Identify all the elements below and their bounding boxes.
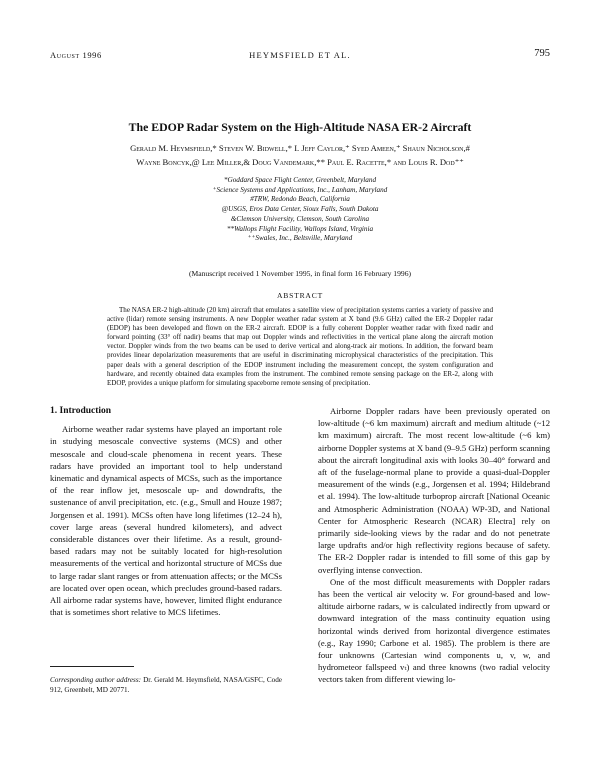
running-head-authors: HEYMSFIELD ET AL. — [249, 50, 351, 60]
affiliation-item: *Goddard Space Flight Center, Greenbelt, Maryland — [223, 176, 377, 184]
body-paragraph: Airborne weather radar systems have played an important role in studying mesoscale convective systems (MCS) and other mesoscale and cloud-scale phenomena in recent years. These radars have provided an important tool to help understand kinematic and dynamical aspects of MCSs, such as the importance of the rear inflow jet, mesoscale up- and downdrafts, the sustenance of anvil precipitation, etc. (e.g., Smull and Houze 1987; Jorgensen et al. 1991). MCSs often have long lifetimes (12–24 h), cover large areas (several hundred kilometers), and advect considerable distances over their lifetime. As a result, ground-based radars may not be suitably located for high-resolution measurements of the vertical and horizontal structure of MCSs due to large radar slant ranges or from attenuation affects; or the MCSs are located over open ocean, which precludes ground-based radars. All airborne radar systems have, however, limited flight endurance that is sometimes short relative to MCS lifetimes. — [50, 424, 282, 618]
body-paragraph: One of the most difficult measurements with Doppler radars has been the vertical air velocity w. For ground-based and low-altitude airborne radars, w is calculated indirectly from upward or downward integration of the mass continuity equation using horizontal winds derived from horizontal divergence estimates (e.g., Ray 1990; Carbone et al. 1985). The problem is there are four unknowns (Cartesian wind components u, v, w, and hydrometeor fallspeed vₜ) and three knowns (two radial velocity vectors taken from different viewing lo- — [318, 576, 550, 685]
running-head-date: August 1996 — [50, 50, 102, 60]
abstract-text: The NASA ER-2 high-altitude (20 km) aircraft that emulates a satellite view of precipitation systems carries a variety of passive and active (lidar) remote sensing instruments. A new Doppler weather radar system at X band (9.6 GHz) called the ER-2 Doppler radar (EDOP) has been developed and flown on the ER-2 aircraft. EDOP is a fully coherent Doppler weather radar with fixed nadir and forward pointing (33° off nadir) beams that map out Doppler winds and reflectivities in the vertical plane along the aircraft motion vector. Doppler winds from the two beams can be used to derive vertical and along-track air motions. In addition, the forward beam provides linear depolarization measurements that are useful in discriminating microphysical characteristics of the precipitation. This paper deals with a general description of the EDOP instrument including the measurement concept, the system configuration and hardware, and recently obtained data examples from the instrument. The combined remote sensing package on the ER-2, along with EDOP, provides a unique platform for simulating spaceborne remote sensing of precipitation. — [107, 306, 493, 387]
running-head — [50, 48, 550, 62]
affiliation-item: #TRW, Redondo Beach, California — [250, 195, 350, 204]
affiliation-item: ⁺Science Systems and Applications, Inc., Lanham, Maryland — [212, 185, 388, 194]
affiliation-item: @USGS, Eros Data Center, Sioux Falls, South Dakota — [221, 205, 379, 214]
affiliation-item: ⁺⁺Swales, Inc., Beltsville, Maryland — [247, 234, 353, 243]
page-number: 795 — [534, 48, 550, 59]
paper-title: The EDOP Radar System on the High-Altitude NASA ER-2 Aircraft — [128, 120, 472, 134]
affiliation-list — [100, 176, 500, 244]
author-line-2: Wayne Boncyk,@ Lee Miller,& Doug Vandemark,** Paul E. Racette,* and Louis R. Dod⁺⁺ — [136, 156, 464, 167]
affiliation-item: &Clemson University, Clemson, South Carolina — [230, 214, 370, 223]
footnote-rule — [50, 666, 134, 667]
abstract-heading: ABSTRACT — [276, 291, 324, 300]
section-heading: 1. Introduction — [50, 406, 112, 416]
author-line-1: Gerald M. Heymsfield,* Steven W. Bidwell,* I. Jeff Caylor,⁺ Syed Ameen,⁺ Shaun Nicholson,# — [130, 143, 470, 153]
footnote-text: Dr. Gerald M. Heymsfield, NASA/GSFC, Code 912, Greenbelt, MD 20771. — [50, 676, 282, 694]
corresponding-author-footnote — [50, 666, 282, 695]
affiliation-item: **Wallops Flight Facility, Wallops Island, Virginia — [226, 224, 374, 233]
left-column — [50, 405, 282, 618]
footnote-label: Corresponding author address: — [50, 676, 142, 684]
manuscript-received: (Manuscript received 1 November 1995, in final form 16 February 1996) — [188, 269, 412, 278]
body-paragraph: Airborne Doppler radars have been previously operated on low-altitude (~6 km maximum) aircraft and medium altitude (~12 km maximum) aircraft. The most recent low-altitude (~6 km) airborne Doppler systems at X band (9–9.5 GHz) perform scanning about the aircraft longitudinal axis with looks 30–40° forward and aft of the fuselage-normal plane to provide a quasi-dual-Doppler measurement of the winds (e.g., Jorgensen et al. 1994; Hildebrand et al. 1994). The low-altitude turboprop aircraft [National Oceanic and Atmospheric Administration (NOAA) WP-3D, and National Center for Atmospheric Research (NCAR) Electra] rely on primarily side-looking views by the radar and do not penetrate large updrafts and/or high reflectivity regions because of safety. The ER-2 Doppler radar is intended to fill some of this gap by overflying intense convection. — [318, 406, 550, 575]
author-list — [70, 142, 530, 169]
right-column — [318, 405, 550, 686]
